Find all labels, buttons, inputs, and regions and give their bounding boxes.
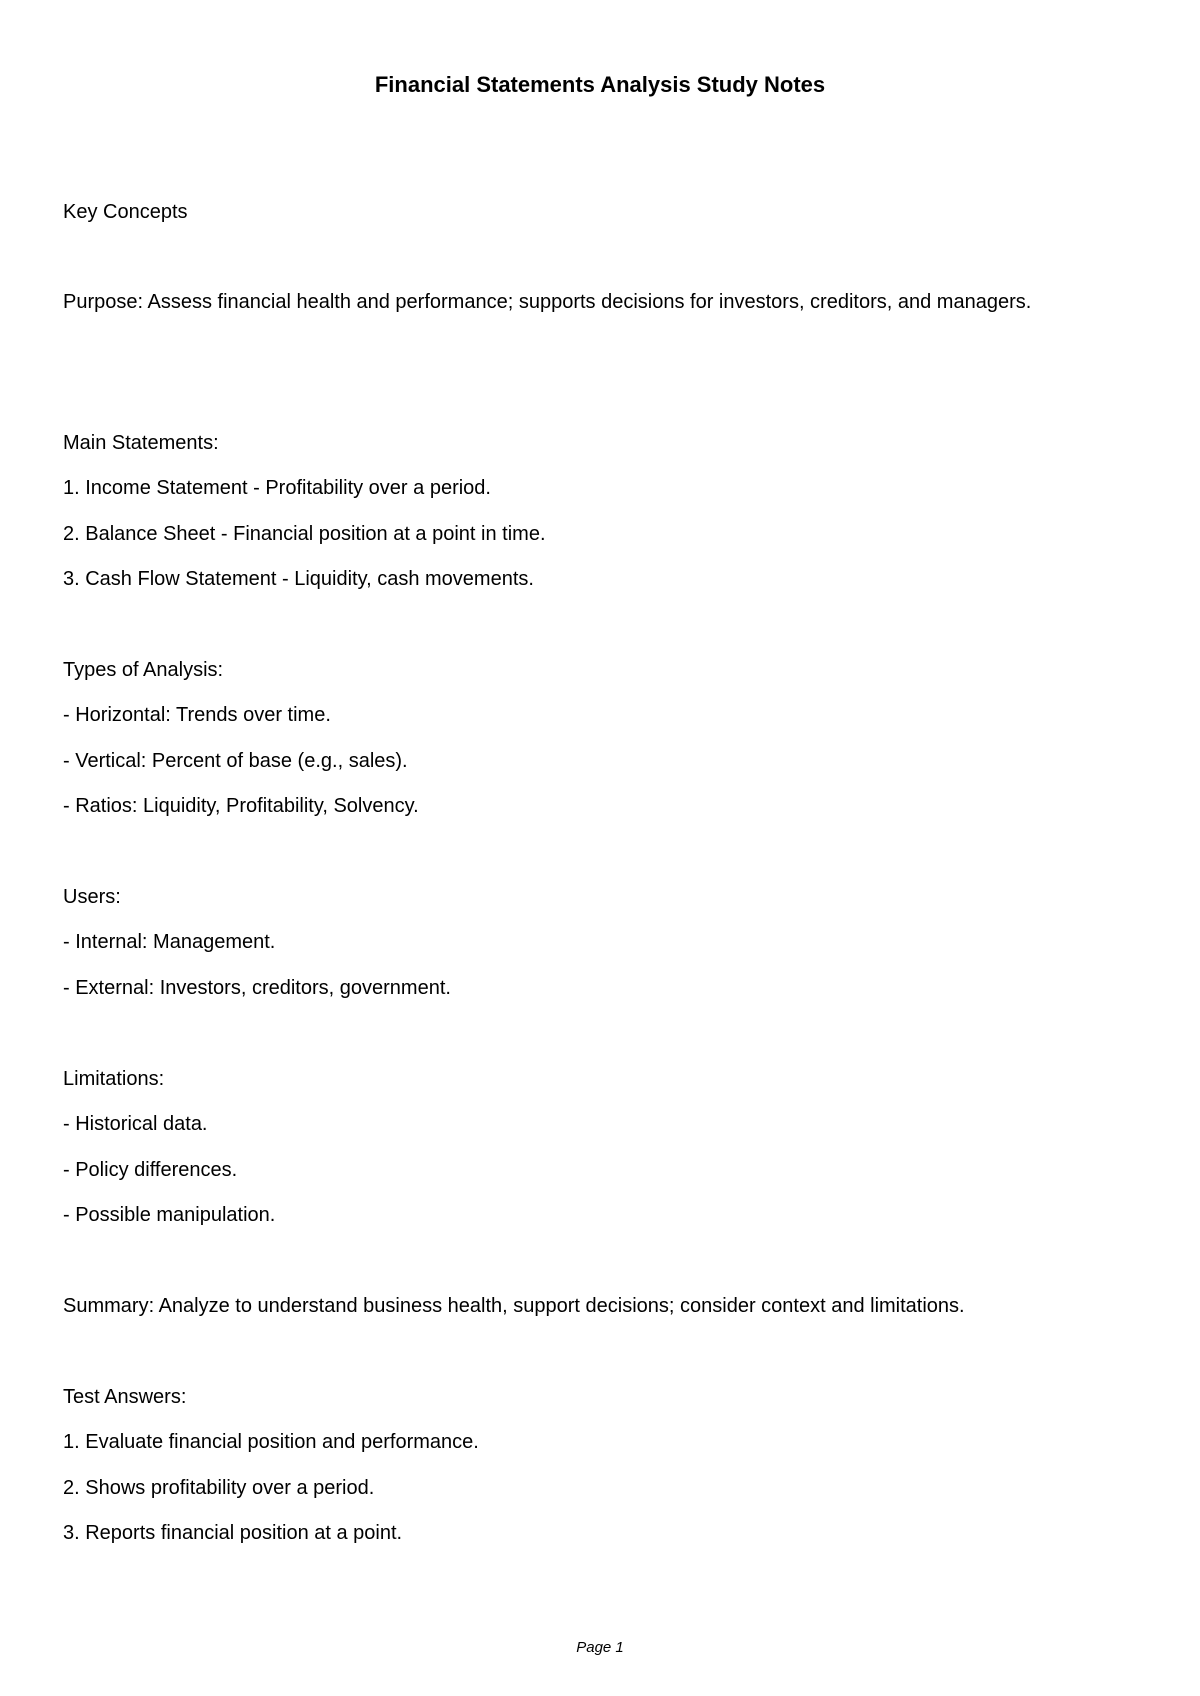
page-number: Page 1 [576, 1639, 624, 1656]
limitations-item: - Policy differences. [63, 1159, 238, 1181]
users-item: - Internal: Management. [63, 931, 276, 953]
users-item: - External: Investors, creditors, government. [63, 977, 451, 999]
types-of-analysis-item: - Horizontal: Trends over time. [63, 704, 331, 726]
types-of-analysis-label: Types of Analysis: [63, 659, 224, 681]
limitations-item: - Historical data. [63, 1113, 208, 1135]
limitations-label: Limitations: [63, 1068, 165, 1090]
document-title: Financial Statements Analysis Study Notes [374, 72, 826, 97]
main-statements-item: 2. Balance Sheet - Financial position at a point in time. [63, 523, 546, 545]
purpose-paragraph: Purpose: Assess financial health and performance; supports decisions for investors, creditors, and managers. [63, 291, 1032, 313]
test-answers-item: 2. Shows profitability over a period. [63, 1477, 375, 1499]
test-answers-label: Test Answers: [63, 1386, 187, 1408]
limitations-item: - Possible manipulation. [63, 1204, 276, 1226]
summary-paragraph: Summary: Analyze to understand business health, support decisions; consider context and limitations. [63, 1295, 965, 1317]
test-answers-item: 1. Evaluate financial position and performance. [63, 1431, 479, 1453]
section-heading-key-concepts: Key Concepts [63, 201, 188, 223]
types-of-analysis-item: - Ratios: Liquidity, Profitability, Solvency. [63, 795, 419, 817]
main-statements-label: Main Statements: [63, 432, 219, 454]
main-statements-item: 1. Income Statement - Profitability over a period. [63, 477, 491, 499]
users-label: Users: [63, 886, 121, 908]
main-statements-item: 3. Cash Flow Statement - Liquidity, cash movements. [63, 568, 534, 590]
test-answers-item: 3. Reports financial position at a point. [63, 1522, 403, 1544]
types-of-analysis-item: - Vertical: Percent of base (e.g., sales). [63, 750, 408, 772]
